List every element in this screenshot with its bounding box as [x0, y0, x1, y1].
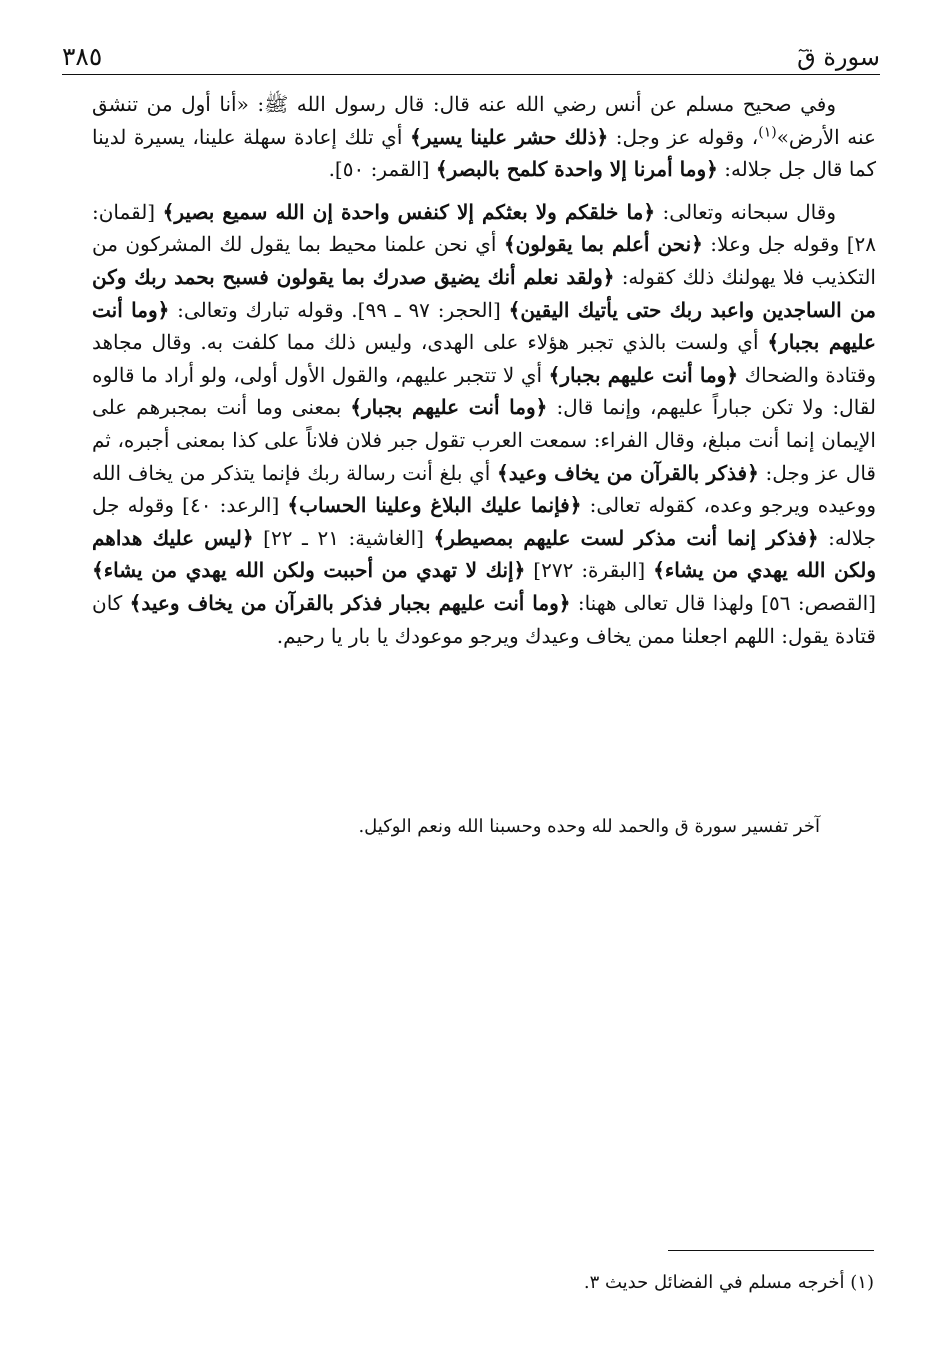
page-number: ٣٨٥: [62, 42, 103, 71]
text-segment: أي ولست بالذي تجبر هؤلاء على الهدى، وليس ذلك مما كلفت به. وقال مجاهد وقتادة والضحاك: [92, 330, 876, 387]
quran-quote: ﴿نحن أعلم بما يقولون﴾: [503, 232, 703, 257]
text-segment: [الرعد: ٤٠] وقوله جل جلاله:: [92, 493, 876, 550]
quran-quote: ﴿وما أنت عليهم بجبار﴾: [92, 297, 876, 355]
closing-line: آخر تفسير سورة ق والحمد لله وحده وحسبنا الله ونعم الوكيل.: [358, 816, 820, 837]
quran-quote: ﴿ليس عليك هداهم ولكن الله يهدي من يشاء﴾: [92, 525, 876, 583]
quran-quote: ﴿وما أمرنا إلا واحدة كلمح بالبصر﴾: [435, 157, 718, 182]
quran-quote: ﴿فذكر إنما أنت مذكر لست عليهم بمصيطر﴾: [433, 525, 819, 550]
quran-quote: ﴿ولقد نعلم أنك يضيق صدرك بما يقولون فسبح بحمد ربك وكن من الساجدين واعبد ربك حتى يأتيك اليقين﴾: [92, 264, 877, 322]
quran-quote: ﴿إنك لا تهدي من أحببت ولكن الله يهدي من يشاء﴾: [92, 558, 526, 583]
quran-quote: ﴿ما خلقكم ولا بعثكم إلا كنفس واحدة إن الله سميع بصير﴾: [162, 199, 656, 224]
footnote: [584, 1272, 874, 1293]
text-segment: ، وقوله عز وجل:: [608, 124, 759, 149]
paragraph-2: [92, 196, 876, 652]
text-segment: [الحجر: ٩٧ ـ ٩٩]. وقوله تبارك وتعالى:: [169, 297, 509, 322]
footnote-text: أخرجه مسلم في الفضائل حديث ٣.: [583, 1272, 845, 1293]
quran-quote: ﴿وما أنت عليهم بجبار﴾: [350, 395, 548, 420]
surah-title: سورة قٓ: [797, 43, 880, 71]
footnote-divider: [668, 1250, 874, 1251]
text-segment: [البقرة: ٢٧٢]: [525, 558, 654, 583]
quran-quote: ﴿ذلك حشر علينا يسير﴾: [409, 124, 609, 149]
text-segment: [القمر: ٥٠].: [328, 157, 436, 182]
quran-quote: ﴿وما أنت عليهم بجبار﴾: [548, 362, 739, 387]
text-segment: [الغاشية: ٢١ ـ ٢٢]: [253, 525, 434, 550]
footnote-reference: (١): [758, 123, 777, 140]
page-header: [62, 36, 880, 75]
text-segment: وقال سبحانه وتعالى:: [655, 199, 836, 224]
text-segment: [القصص: ٥٦] ولهذا قال تعالى ههنا:: [570, 590, 876, 615]
text-segment: أي لا تتجبر عليهم، والقول الأول أولى، ولو أراد ما قالوه لقال: ولا تكن جباراً عليهم، وإنما قال:: [92, 362, 877, 420]
main-text: [92, 88, 876, 652]
quran-quote: ﴿فإنما عليك البلاغ وعلينا الحساب﴾: [287, 493, 582, 518]
quran-quote: ﴿وما أنت عليهم بجبار فذكر بالقرآن من يخاف وعيد﴾: [129, 590, 571, 615]
text-segment: أي بلغ أنت رسالة ربك فإنما يتذكر من يخاف الله ووعيده ويرجو وعده، كقوله تعالى:: [92, 460, 876, 518]
paragraph-1: [92, 88, 876, 186]
text-segment: وفي صحيح مسلم عن أنس رضي الله عنه قال: قال رسول الله ﷺ: «أنا أول من تنشق عنه الأرض»: [92, 92, 876, 149]
footnote-number: (١): [850, 1272, 874, 1293]
text-segment: بمعنى وما أنت بمجبرهم على الإيمان إنما أنت مبلغ، وقال الفراء: سمعت العرب تقول جبر فلان فلاناً على كذا بمعنى أجبره، ثم قال عز وجل:: [92, 395, 876, 485]
text-segment: أي تلك إعادة سهلة علينا، يسيرة لدينا كما قال جل جلاله:: [92, 124, 876, 182]
text-segment: أي نحن علمنا محيط بما يقول لك المشركون من التكذيب فلا يهولنك ذلك كقوله:: [92, 232, 876, 289]
text-segment: كان قتادة يقول: اللهم اجعلنا ممن يخاف وعيدك ويرجو موعودك يا بار يا رحيم.: [92, 590, 876, 648]
quran-quote: ﴿فذكر بالقرآن من يخاف وعيد﴾: [497, 460, 759, 485]
text-segment: [لقمان: ٢٨] وقوله جل وعلا:: [92, 199, 877, 257]
